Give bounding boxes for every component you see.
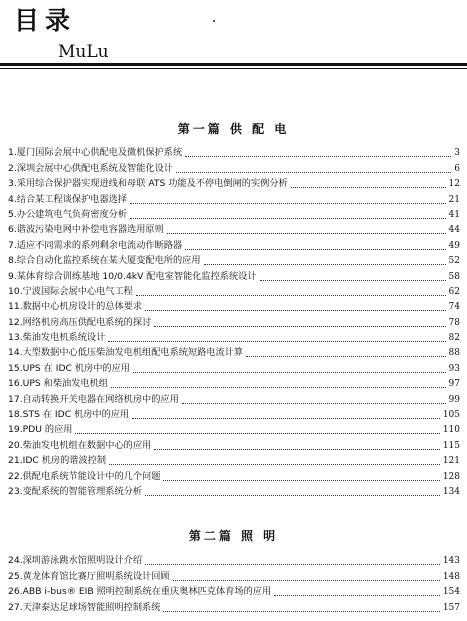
toc-entry-number: 22. [8,470,23,482]
toc-entry-page: 128 [442,471,460,482]
toc-entry-page: 21 [448,194,460,205]
toc-entry-title: 供配电系统节能设计中的几个问题 [22,470,161,482]
toc-entry [8,159,460,174]
toc-entry-number: 21. [8,455,23,467]
toc-entry-title: 黄龙体育馆比赛厅照明系统设计回顾 [22,570,170,582]
toc-entry-page: 154 [442,587,460,598]
toc-entry [8,567,460,582]
part-1-toc-list [8,144,460,498]
toc-entry-title: 深圳游泳跳水馆照明设计介绍 [22,555,143,567]
toc-entry-page: 93 [448,363,460,374]
toc-entry [8,344,460,359]
toc-entry-page: 134 [442,486,460,497]
toc-entry-number: 13. [8,332,23,344]
header-rule-thick [0,63,467,66]
toc-entry-number: 27. [8,601,23,613]
dot-leader [132,417,440,419]
toc-entry [8,598,460,613]
toc-entry-title: PDU 的应用 [22,424,73,436]
toc-entry-number: 5. [8,208,17,220]
toc-entry-title: UPS 在 IDC 机房中的应用 [22,362,130,374]
toc-entry-number: 10. [8,285,23,297]
toc-entry [8,359,460,374]
toc-entry [8,583,460,598]
toc-entry [8,267,460,282]
toc-entry-title: 结合某工程谈保护电器选择 [16,193,128,205]
dot-leader [108,340,445,342]
toc-entry-title: 谐波污染电网中补偿电容器选用原则 [16,224,164,236]
toc-entry-page: 105 [442,410,460,421]
toc-entry-number: 23. [8,485,23,497]
toc-entry-number: 14. [8,347,23,359]
toc-entry-number: 7. [8,239,17,251]
dot-leader [176,171,451,173]
dot-leader [109,463,440,465]
toc-entry-page: 82 [448,333,460,344]
dot-leader [145,494,440,496]
toc-entry-title: STS 在 IDC 机房中的应用 [22,409,130,421]
toc-entry-title: 综合自动化监控系统在某大厦变配电所的应用 [16,255,201,267]
toc-entry-page: 99 [448,394,460,405]
toc-entry-number: 17. [8,393,23,405]
toc-entry-title: 柴油发电机组在数据中心的应用 [22,439,152,451]
toc-entry-number: 6. [8,224,17,236]
toc-entry [8,467,460,482]
dot-leader [291,186,446,188]
toc-entry-page: 41 [448,209,460,220]
toc-entry-title: 宁波国际会展中心电气工程 [22,285,133,297]
toc-entry [8,221,460,236]
toc-entry-title: 适应不同需求的系列剩余电流动作断路器 [16,239,183,251]
toc-entry-page: 62 [448,286,460,297]
toc-entry-page: 78 [448,317,460,328]
dot-leader [130,202,446,204]
toc-entry-number: 3. [8,178,17,190]
toc-entry-number: 24. [8,555,23,567]
toc-entry [8,190,460,205]
toc-entry [8,436,460,451]
toc-entry-title: 天津泰达足球场智能照明控制系统 [22,601,161,613]
toc-entry-title: ABB i-bus® EIB 照明控制系统在重庆奥林匹克体育场的应用 [22,586,272,598]
toc-entry-title: 网络机房高压供配电系统的探讨 [22,316,152,328]
dot-leader [274,594,440,596]
toc-entry-number: 12. [8,316,23,328]
toc-entry-number: 25. [8,570,23,582]
toc-entry-title: 采用综合保护器实现进线和母联 ATS 功能及不停电倒闸的实例分析 [16,178,288,190]
toc-entry [8,144,460,159]
toc-entry [8,252,460,267]
toc-entry-title: 柴油发电机系统设计 [22,332,106,344]
part-2-heading: 第二篇 照 明 [188,529,279,543]
dot-leader [145,563,440,565]
toc-entry [8,236,460,251]
toc-entry-page: 88 [448,348,460,359]
toc-entry-page: 148 [442,571,460,582]
toc-entry [8,390,460,405]
toc-entry-title: 厦门国际会展中心供配电及微机保护系统 [16,147,183,159]
dot-leader [185,155,451,157]
header-rule-thin [0,68,467,69]
dot-leader [154,325,445,327]
scan-speck [213,20,215,22]
toc-entry-page: 44 [448,225,460,236]
part-2-toc-list [8,552,460,614]
toc-entry-number: 20. [8,439,23,451]
toc-entry-title: 深圳会展中心供配电系统及智能化设计 [16,162,173,174]
toc-entry-number: 19. [8,424,23,436]
toc-entry-page: 157 [442,602,460,613]
toc-entry-number: 15. [8,362,23,374]
toc-entry-number: 4. [8,193,17,205]
toc-entry-number: 9. [8,270,17,282]
dot-leader [185,248,445,250]
page-title: 目录 [14,6,77,35]
part-1-heading: 第一篇 供 配 电 [177,122,290,136]
dot-leader [260,279,446,281]
toc-entry [8,283,460,298]
toc-entry [8,552,460,567]
toc-entry-page: 49 [448,240,460,251]
toc-entry-number: 18. [8,409,23,421]
toc-entry [8,206,460,221]
toc-entry-title: IDC 机房的谐波控制 [22,455,107,467]
toc-entry-number: 8. [8,255,17,267]
toc-entry-page: 97 [448,379,460,390]
toc-entry-page: 115 [442,440,460,451]
toc-entry-title: 办公建筑电气负荷密度分析 [16,208,128,220]
dot-leader [204,263,446,265]
toc-entry-number: 11. [8,301,23,313]
toc-entry-page: 3 [454,148,460,159]
toc-entry-page: 143 [442,556,460,567]
toc-entry [8,313,460,328]
toc-entry-title: 自动转换开关电器在网络机房中的应用 [22,393,179,405]
dot-leader [246,355,445,357]
toc-entry-title: 数据中心机房设计的总体要求 [22,301,143,313]
toc-entry-page: 121 [442,456,460,467]
toc-entry-page: 74 [448,302,460,313]
toc-entry-page: 52 [448,256,460,267]
toc-entry-page: 6 [454,163,460,174]
toc-entry [8,298,460,313]
dot-leader [163,479,439,481]
toc-entry [8,175,460,190]
dot-leader [182,402,446,404]
dot-leader [154,448,440,450]
toc-entry [8,421,460,436]
toc-entry [8,375,460,390]
toc-entry-number: 1. [8,147,17,159]
toc-entry-title: 变配系统的智能管理系统分析 [22,485,143,497]
toc-entry-title: 某体育综合训练基地 10/0.4kV 配电室智能化监控系统设计 [16,270,257,282]
toc-entry-number: 16. [8,378,23,390]
dot-leader [130,217,446,219]
toc-entry-title: UPS 和柴油发电机组 [22,378,108,390]
dot-leader [111,386,446,388]
dot-leader [173,579,440,581]
dot-leader [163,610,439,612]
toc-entry-page: 110 [442,425,460,436]
toc-entry-number: 26. [8,586,23,598]
dot-leader [145,309,445,311]
toc-entry [8,329,460,344]
dot-leader [136,294,446,296]
dot-leader [167,232,446,234]
toc-entry-page: 12 [448,179,460,190]
page-subtitle: MuLu [58,42,109,62]
dot-leader [133,371,446,373]
toc-header [14,6,109,62]
toc-entry-title: 大型数据中心低压柴油发电机组配电系统短路电流计算 [22,347,244,359]
toc-entry-page: 58 [448,271,460,282]
toc-entry-number: 2. [8,162,17,174]
toc-entry [8,406,460,421]
toc-entry [8,483,460,498]
dot-leader [75,432,439,434]
toc-entry [8,452,460,467]
